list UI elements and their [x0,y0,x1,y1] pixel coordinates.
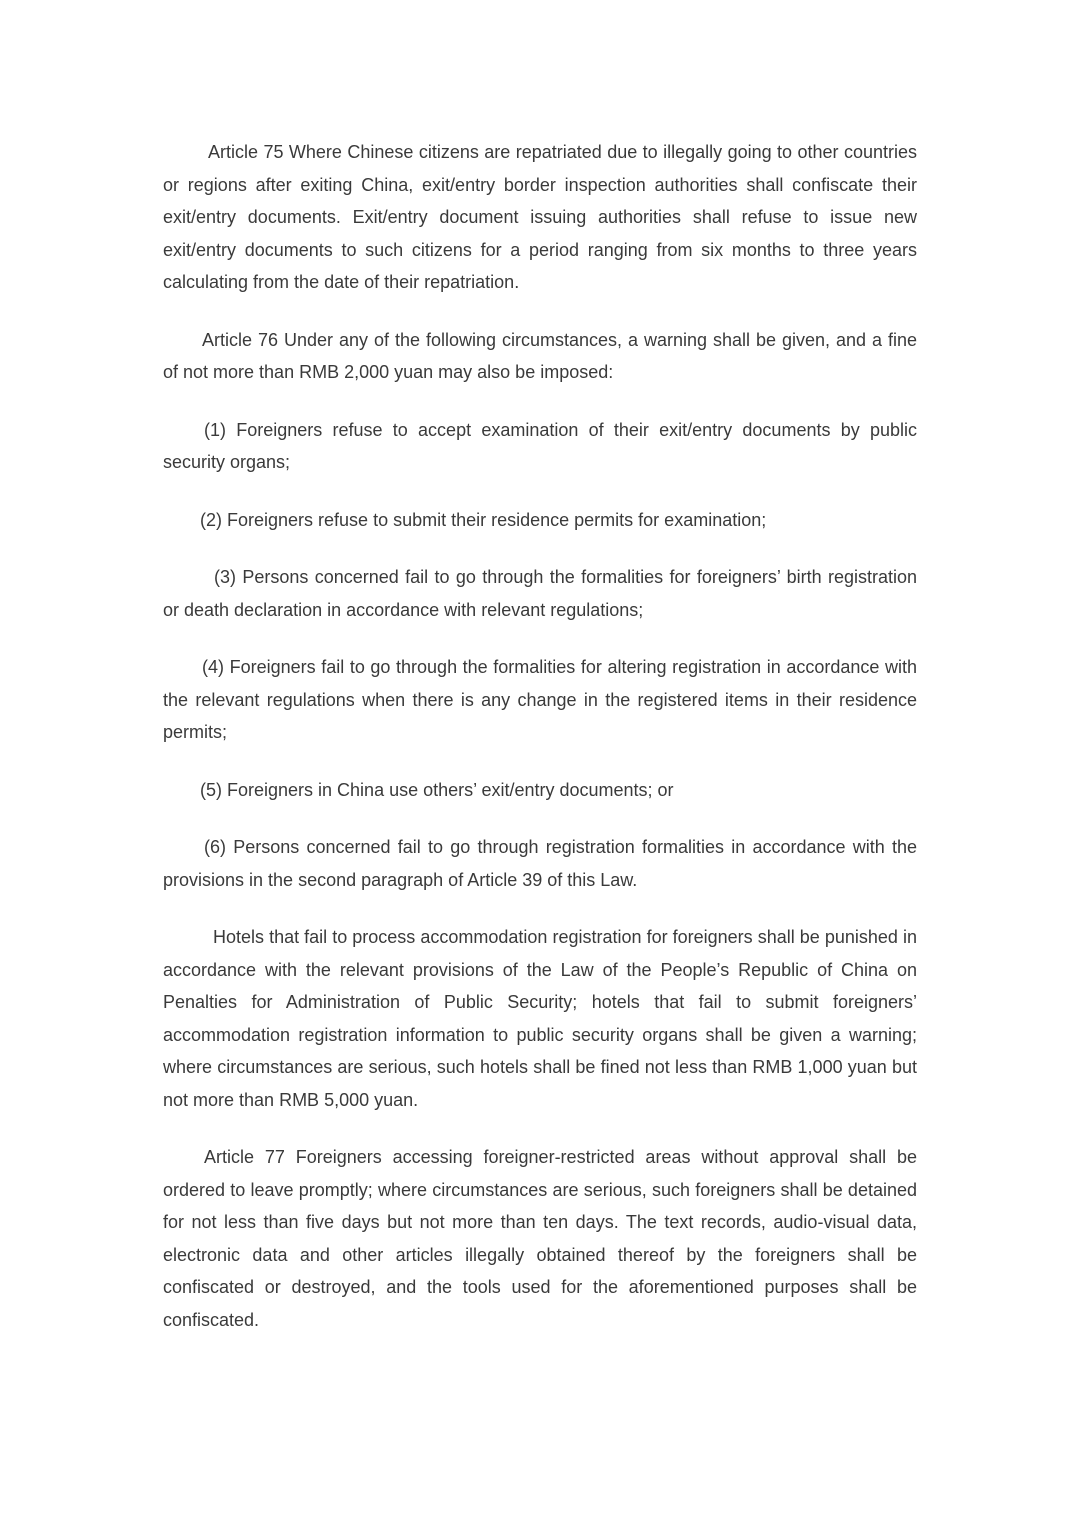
article-77-paragraph: Article 77 Foreigners accessing foreigner-restricted areas without approval shall be ordered to leave promptly; where circumstances are serious, such foreigners shall be detained for not less than five days but not more than ten days. The text records, audio-visual data, electronic data and other articles illegally obtained thereof by the foreigners shall be confiscated or destroyed, and the tools used for the aforementioned purposes shall be confiscated. [163,1147,917,1330]
article-76-item-2: (2) Foreigners refuse to submit their residence permits for examination; [200,509,767,530]
article-76-item-5: (5) Foreigners in China use others’ exit/entry documents; or [200,779,674,800]
hotels-paragraph: Hotels that fail to process accommodation registration for foreigners shall be punished in accordance with the relevant provisions of the Law of the People’s Republic of China on Penalties for Administration of Public Security; hotels that fail to submit foreigners’ accommodation registration information to public security organs shall be given a warning; where circumstances are serious, such hotels shall be fined not less than RMB 1,000 yuan but not more than RMB 5,000 yuan. [163,927,917,1110]
article-76-item-4: (4) Foreigners fail to go through the formalities for altering registration in accordance with the relevant regulations when there is any change in the registered items in their residence permits; [163,657,917,742]
document-page [163,136,917,1361]
article-75-paragraph: Article 75 Where Chinese citizens are repatriated due to illegally going to other countries or regions after exiting China, exit/entry border inspection authorities shall confiscate their exit/entry documents. Exit/entry document issuing authorities shall refuse to issue new exit/entry documents to such citizens for a period ranging from six months to three years calculating from the date of their repatriation. [163,142,917,292]
article-76-item-1: (1) Foreigners refuse to accept examination of their exit/entry documents by public security organs; [163,419,917,472]
article-76-paragraph: Article 76 Under any of the following circumstances, a warning shall be given, and a fine of not more than RMB 2,000 yuan may also be imposed: [163,329,917,382]
article-76-item-3: (3) Persons concerned fail to go through the formalities for foreigners’ birth registration or death declaration in accordance with relevant regulations; [163,567,917,620]
article-76-item-6: (6) Persons concerned fail to go through registration formalities in accordance with the provisions in the second paragraph of Article 39 of this Law. [163,837,917,890]
